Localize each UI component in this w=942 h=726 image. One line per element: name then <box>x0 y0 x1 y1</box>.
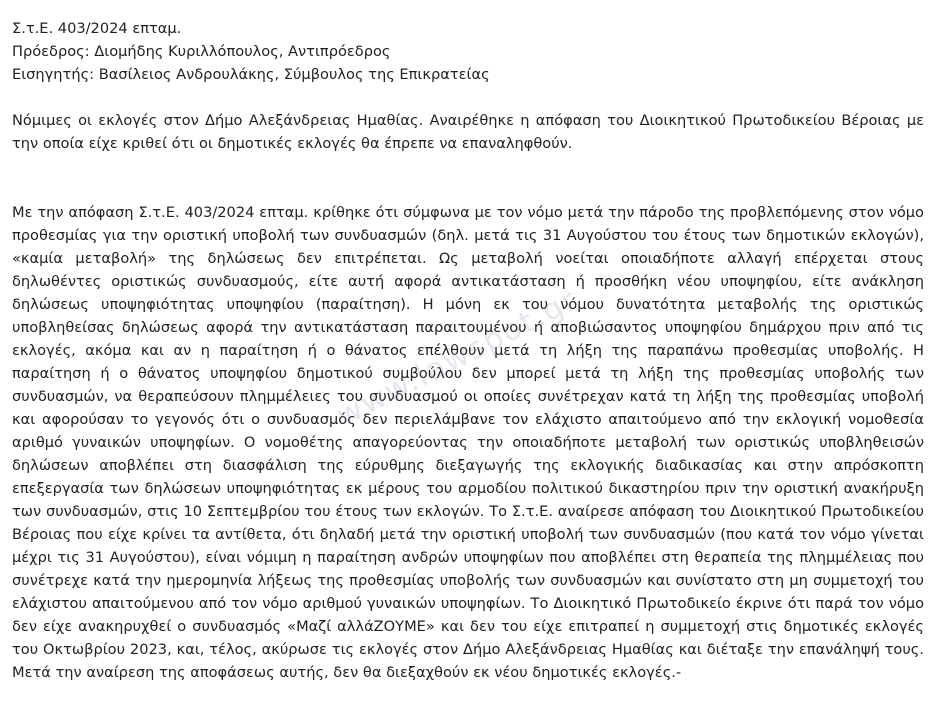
rapporteur-line: Εισηγητής: Βασίλειος Ανδρουλάκης, Σύμβουλος της Επικρατείας <box>12 66 490 83</box>
case-header <box>12 17 924 86</box>
watermark-text: www.lawspot.gr <box>331 282 584 434</box>
document-page <box>12 17 924 699</box>
president-line: Πρόεδρος: Διομήδης Κυριλλόπουλος, Αντιπρόεδρος <box>12 43 391 60</box>
case-number: Σ.τ.Ε. 403/2024 επταμ. <box>12 20 182 37</box>
case-body-paragraph: Με την απόφαση Σ.τ.Ε. 403/2024 επταμ. κρίθηκε ότι σύμφωνα με τον νόμο μετά την πάροδο της προβλεπόμενης στον νόμο προθεσμίας για την οριστική υποβολή των συνδυασμών (δηλ. μετά τις 31 Αυγούστου του έτους των δημοτικών εκλογών), «καμία μεταβολή» της δηλώσεως δεν επιτρέπεται. Ως μεταβολή νοείται οποιαδήποτε αλλαγή επέρχεται στους δηλωθέντες οριστικώς συνδυασμούς, είτε αυτή αφορά αντικατάσταση ή προσθήκη νέου υποψηφίου, είτε ανάκληση δηλώσεως υποψηφιότητας υποψηφίου (παραίτηση). Η μόνη εκ του νόμου δυνατότητα μεταβολής της οριστικώς υποβληθείσας δηλώσεως αφορά την αντικατάσταση παραιτουμένου ή αποβιώσαντος υποψηφίου δημάρχου πριν από τις εκλογές, ακόμα και αν η παραίτηση ή ο θάνατος επέλθουν μετά τη λήξη της παραπάνω προθεσμίας υποβολής. Η παραίτηση ή ο θάνατος υποψηφίου δημοτικού συμβούλου δεν μπορεί μετά τη λήξη της προθεσμίας υποβολής των συνδυασμών, να θεραπεύσουν πλημμέλειες του συνδυασμού οι οποίες συνέτρεχαν κατά τη λήξη της προθεσμίας υποβολή και αφορούσαν το γεγονός ότι ο συνδυασμός δεν περιελάμβανε τον ελάχιστο απαιτούμενο από την εκλογική νομοθεσία αριθμό γυναικών υποψηφίων. Ο νομοθέτης απαγορεύοντας την οποιαδήποτε μεταβολή των οριστικώς υποβληθεισών δηλώσεων αποβλέπει στη διασφάλιση της εύρυθμης διεξαγωγής της εκλογικής διαδικασίας και στην απρόσκοπτη επεξεργασία των δηλώσεων υποψηφιότητας εκ μέρους του αρμοδίου πολιτικού δικαστηρίου πριν την οριστική ανακήρυξη των συνδυασμών, στις 10 Σεπτεμβρίου του έτους των εκλογών. Το Σ.τ.Ε. αναίρεσε απόφαση του Διοικητικού Πρωτοδικείου Βέροιας που είχε κρίνει τα αντίθετα, ότι δηλαδή μετά την οριστική υποβολή των συνδυασμών (που κατά τον νόμο γίνεται μέχρι τις 31 Αυγούστου), είναι νόμιμη η παραίτηση ανδρών υποψηφίων που αποβλέπει στη θεραπεία της πλημμέλειας που συνέτρεχε κατά την ημερομηνία λήξεως της προθεσμίας υποβολής των συνδυασμών και συνίστατο στη μη συμμετοχή του ελάχιστου απαιτούμενου από τον νόμο αριθμού γυναικών υποψηφίων. Το Διοικητικό Πρωτοδικείο έκρινε ότι παρά τον νόμο δεν είχε ανακηρυχθεί ο συνδυασμός «Μαζί αλλάΖΟΥΜΕ» και δεν του είχε επιτραπεί η συμμετοχή στις δημοτικές εκλογές του Οκτωβρίου 2023, και, τέλος, ακύρωσε τις εκλογές στον Δήμο Αλεξάνδρειας Ημαθίας και διέταξε την επανάληψή τους. Μετά την αναίρεση της αποφάσεως αυτής, δεν θα διεξαχθούν εκ νέου δημοτικές εκλογές.- <box>12 204 924 681</box>
case-summary: Νόμιμες οι εκλογές στον Δήμο Αλεξάνδρειας Ημαθίας. Αναιρέθηκε η απόφαση του Διοικητικού Πρωτοδικείου Βέροιας με την οποία είχε κριθεί ότι οι δημοτικές εκλογές θα έπρεπε να επαναληφθούν. <box>12 112 924 152</box>
